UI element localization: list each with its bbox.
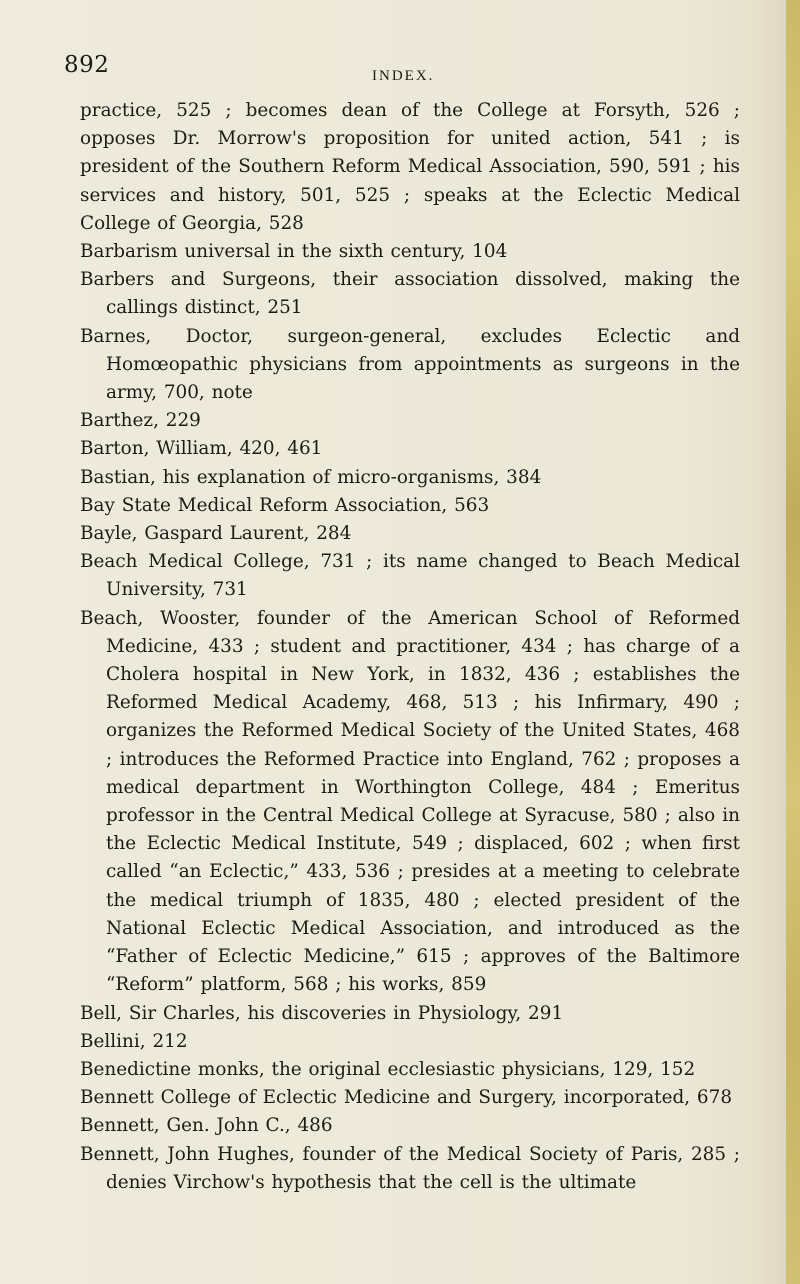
page-edge [786,0,800,1284]
index-entries [80,97,740,1197]
index-entry: practice, 525 ; becomes dean of the College at Forsyth, 526 ; opposes Dr. Morrow's proposition for united action, 541 ; is president of the Southern Reform Medical Association, 590, 591 ; his services and history, 501, 525 ; speaks at the Eclectic Medical College of Georgia, 528 [80,100,740,234]
index-entry: Bayle, Gaspard Laurent, 284 [80,523,352,545]
index-entry: Beach, Wooster, founder of the American School of Reformed Medicine, 433 ; student and practitioner, 434 ; has charge of a Cholera hospital in New York, in 1832, 436 ; establishes the Reformed Medical Academy, 468, 513 ; his Infirmary, 490 ; organizes the Reformed Medical Society of the United States, 468 ; introduces the Reformed Practice into England, 762 ; proposes a medical department in Worthington College, 484 ; Emeritus professor in the Central Medical College at Syracuse, 580 ; also in the Eclectic Medical Institute, 549 ; displaced, 602 ; when first called “an Eclectic,” 433, 536 ; presides at a meeting to celebrate the medical triumph of 1835, 480 ; elected president of the National Eclectic Medical Association, and introduced as the “Father of Eclectic Medicine,” 615 ; approves of the Baltimore “Reform” platform, 568 ; his works, 859 [80,607,740,996]
index-entry: Bennett, John Hughes, founder of the Medical Society of Paris, 285 ; denies Virchow's hypothesis that the cell is the ultimate [80,1143,740,1193]
index-entry: Barbarism universal in the sixth century, 104 [80,241,508,263]
page-number: 892 [64,52,110,78]
index-entry: Barthez, 229 [80,410,201,432]
index-entry: Bell, Sir Charles, his discoveries in Physiology, 291 [80,1002,564,1024]
index-entry: Bennett, Gen. John C., 486 [80,1115,333,1137]
index-entry: Bastian, his explanation of micro-organisms, 384 [80,466,542,488]
index-entry: Barton, William, 420, 461 [80,438,323,460]
running-head: INDEX. [372,68,435,84]
index-entry: Barnes, Doctor, surgeon-general, excludes Eclectic and Homœopathic physicians from appointments as surgeons in the army, 700, note [80,325,740,404]
index-entry: Beach Medical College, 731 ; its name changed to Beach Medical University, 731 [80,551,740,601]
index-entry: Bellini, 212 [80,1030,188,1052]
index-entry: Bennett College of Eclectic Medicine and Surgery, incorporated, 678 [80,1087,733,1109]
page-header [0,52,800,92]
index-entry: Barbers and Surgeons, their association dissolved, making the callings distinct, 251 [80,269,740,319]
index-entry: Benedictine monks, the original ecclesiastic physicians, 129, 152 [80,1058,696,1080]
index-entry: Bay State Medical Reform Association, 563 [80,494,490,516]
